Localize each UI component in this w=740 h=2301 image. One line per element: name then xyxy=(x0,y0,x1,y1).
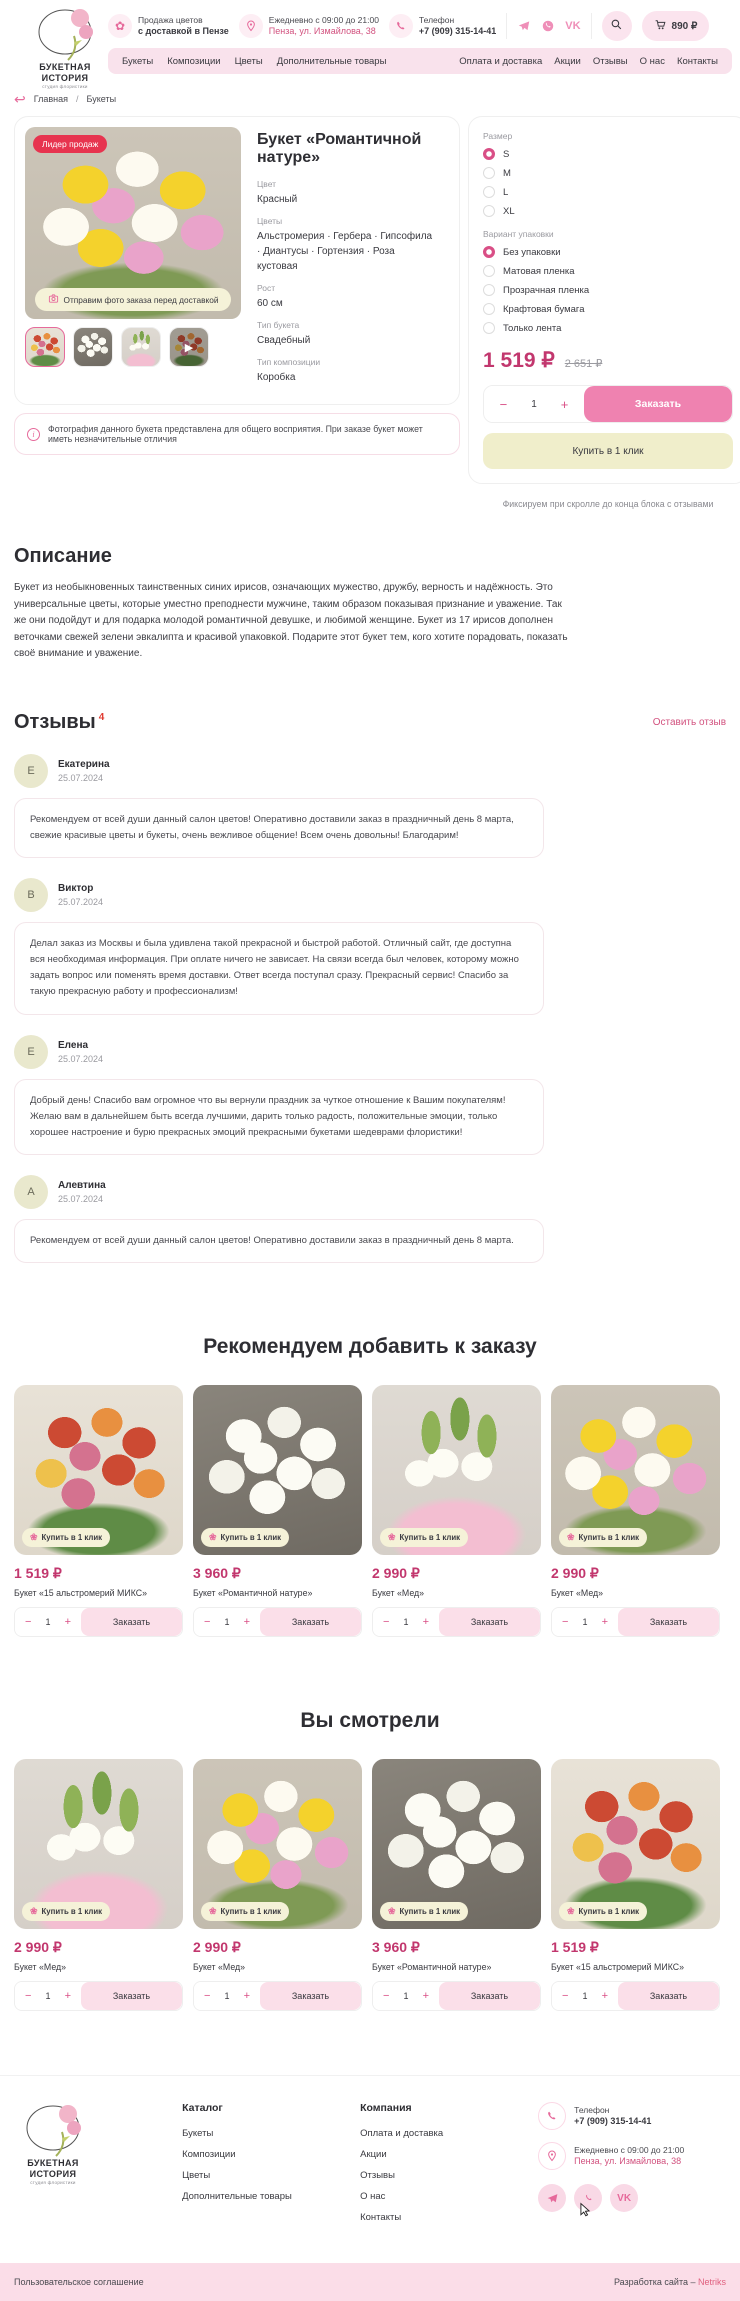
quantity-value: 1 xyxy=(403,1991,409,2002)
avatar: А xyxy=(14,1175,48,1209)
product-name[interactable]: Букет «Романтичной натуре» xyxy=(372,1962,492,1973)
product-price: 3 960 ₽ xyxy=(372,1939,420,1956)
logo-line2: ИСТОРИЯ xyxy=(41,72,89,83)
radio-icon xyxy=(483,303,495,315)
buy-one-click-button[interactable] xyxy=(380,1902,468,1921)
buy-one-click-button[interactable] xyxy=(201,1528,289,1547)
quantity-stepper xyxy=(194,1982,260,2010)
footer-catalog-column xyxy=(182,2102,360,2233)
quantity-value: 1 xyxy=(403,1617,409,1628)
product-price: 2 990 ₽ xyxy=(193,1939,241,1956)
review-item xyxy=(14,1035,726,1155)
quantity-plus-button[interactable]: + xyxy=(417,1616,435,1628)
quantity-minus-button[interactable]: − xyxy=(377,1616,395,1628)
review-text: Делал заказ из Москвы и была удивлена такой прекрасной и быстрой работой. Отличный сайт, где доступна вся необходимая информация. При оплате ничего не зависает. На связи всегда был человек, которому можно задать вопрос или поменять время доставки. Ответ всегда поступал сразу. Прекрасный сервис! Спасибо за такую прекрасную работу и профессионализм! xyxy=(14,922,544,1015)
product-main-image[interactable] xyxy=(25,127,241,319)
footer-link-flowers[interactable]: Цветы xyxy=(182,2170,211,2182)
purchase-panel xyxy=(468,116,740,484)
flower-icon: ❀ xyxy=(567,1532,575,1543)
order-button[interactable]: Заказать xyxy=(439,1982,540,2010)
product-image[interactable] xyxy=(14,1385,183,1555)
order-button[interactable]: Заказать xyxy=(260,1608,361,1636)
telegram-icon[interactable] xyxy=(538,2184,566,2212)
product-card xyxy=(14,1759,183,2011)
product-price: 1 519 ₽ xyxy=(483,349,555,372)
packaging-option-label: Без упаковки xyxy=(503,246,561,258)
nav-bouquets[interactable]: Букеты xyxy=(122,55,154,67)
divider xyxy=(506,13,507,39)
product-card xyxy=(193,1759,362,2011)
product-price: 2 990 ₽ xyxy=(14,1939,62,1956)
attribute-label: Рост xyxy=(257,283,276,293)
review-author: Елена xyxy=(58,1039,89,1051)
review-text: Рекомендуем от всей души данный салон цветов! Оперативно доставили заказ в праздничный день 8 марта. xyxy=(14,1219,544,1263)
recommend-title: Рекомендуем добавить к заказу xyxy=(203,1335,537,1359)
flower-icon: ❀ xyxy=(388,1906,396,1917)
product-image[interactable] xyxy=(551,1385,720,1555)
search-button[interactable] xyxy=(602,11,632,41)
reviews-section xyxy=(14,711,726,1263)
viewed-cards xyxy=(14,1759,726,2011)
vk-icon[interactable]: VK xyxy=(610,2184,638,2212)
buy-one-click-label: Купить в 1 клик xyxy=(220,1533,282,1543)
photo-disclaimer xyxy=(14,413,460,455)
review-date: 25.07.2024 xyxy=(58,1193,104,1204)
quantity-plus-button[interactable]: + xyxy=(554,397,576,412)
quantity-value: 1 xyxy=(45,1991,51,2002)
header-info-sales xyxy=(108,14,229,38)
nav-promotions[interactable]: Акции xyxy=(554,55,581,67)
recommend-cards xyxy=(14,1385,726,1637)
quantity-plus-button[interactable]: + xyxy=(238,1616,256,1628)
review-date: 25.07.2024 xyxy=(58,772,104,783)
logo-line1: БУКЕТНАЯ xyxy=(39,62,91,72)
packaging-option-label: Матовая пленка xyxy=(503,265,575,277)
attribute-label: Тип композиции xyxy=(257,357,321,367)
mouse-cursor xyxy=(578,2202,592,2221)
nav-payment-delivery[interactable]: Оплата и доставка xyxy=(459,55,543,67)
info-line: Продажа цветов xyxy=(138,15,203,26)
info-icon: i xyxy=(27,428,40,441)
logo-flower-art xyxy=(28,6,102,62)
review-text: Добрый день! Спасибо вам огромное что вы вернули праздник за чуткое отношение к Вашим покупателям! Желаю вам в дальнейшем быть всегда лучшими, дарить только радость, положительные эмоции, только хорошее настроение и бурю прекрасных эмоций прекрасными букетами шедеврами флористики! xyxy=(14,1079,544,1155)
size-option-label: L xyxy=(503,186,509,198)
breadcrumb-current: Букеты xyxy=(86,94,117,104)
product-name[interactable]: Букет «Романтичной натуре» xyxy=(193,1588,313,1599)
header xyxy=(0,0,740,89)
review-item xyxy=(14,878,726,1015)
footer-company-column xyxy=(360,2102,538,2233)
cart-button[interactable] xyxy=(642,11,710,41)
location-pin-icon xyxy=(538,2142,566,2170)
radio-icon xyxy=(483,205,495,217)
info-line: с доставкой в Пензе xyxy=(138,25,229,36)
radio-icon xyxy=(483,167,495,179)
nav-reviews[interactable]: Отзывы xyxy=(592,55,628,67)
buy-one-click-label: Купить в 1 клик xyxy=(399,1907,461,1917)
product-price: 2 990 ₽ xyxy=(551,1565,599,1582)
bestseller-badge: Лидер продаж xyxy=(33,135,107,153)
attribute-label: Цветы xyxy=(257,216,283,226)
quantity-stepper xyxy=(15,1982,81,2010)
product-card xyxy=(551,1759,720,2011)
quantity-value: 1 xyxy=(582,1991,588,2002)
packaging-option-matte[interactable] xyxy=(483,265,733,277)
product-image[interactable] xyxy=(193,1759,362,1929)
attribute-value: 60 см xyxy=(257,298,283,309)
quantity-plus-button[interactable]: + xyxy=(596,1616,614,1628)
size-option-label: XL xyxy=(503,205,515,217)
thumbnail-1[interactable] xyxy=(25,327,65,367)
quantity-minus-button[interactable]: − xyxy=(19,1616,37,1628)
footer-link-payment-delivery[interactable]: Оплата и доставка xyxy=(360,2128,444,2140)
quantity-stepper xyxy=(15,1608,81,1636)
footer-address-link[interactable]: Пенза, ул. Измайлова, 38 xyxy=(574,2155,682,2166)
review-author: Виктор xyxy=(58,882,94,894)
flower-icon: ✿ xyxy=(108,14,132,38)
quantity-stepper xyxy=(484,386,584,422)
buy-one-click-label: Купить в 1 клик xyxy=(41,1533,103,1543)
size-option-label: S xyxy=(503,148,510,160)
whatsapp-icon[interactable] xyxy=(541,19,555,33)
user-agreement-link[interactable]: Пользовательское соглашение xyxy=(14,2277,144,2288)
buy-one-click-label: Купить в 1 клик xyxy=(220,1907,282,1917)
quantity-value: 1 xyxy=(224,1991,230,2002)
header-info-address xyxy=(239,14,379,38)
product-name[interactable]: Букет «15 альстромерий МИКС» xyxy=(551,1962,684,1973)
nav-contacts[interactable]: Контакты xyxy=(676,55,718,67)
quantity-value: 1 xyxy=(582,1617,588,1628)
nav-extra-goods[interactable]: Дополнительные товары xyxy=(276,55,387,67)
footer-link-reviews[interactable]: Отзывы xyxy=(360,2170,395,2182)
attribute-value: Коробка xyxy=(257,372,296,383)
review-text: Рекомендуем от всей души данный салон цветов! Оперативно доставили заказ в праздничный день 8 марта, свежие красивые цветы и букеты, очень вежливое общение! Всем очень довольны! Благодарим! xyxy=(14,798,544,858)
product-price: 1 519 ₽ xyxy=(14,1565,62,1582)
phone-number[interactable]: +7 (909) 315-14-41 xyxy=(418,25,497,36)
reviews-count: 4 xyxy=(98,712,105,724)
buy-one-click-label: Купить в 1 клик xyxy=(399,1533,461,1543)
radio-icon xyxy=(483,322,495,334)
disclaimer-text: Фотография данного букета представлена для общего восприятия. При заказе букет может иметь незначительные отличия xyxy=(48,424,423,444)
order-button[interactable]: Заказать xyxy=(81,1982,182,2010)
buy-one-click-button[interactable]: Купить в 1 клик xyxy=(483,433,733,469)
leave-review-link[interactable]: Оставить отзыв xyxy=(652,716,726,728)
product-name[interactable]: Букет «Мед» xyxy=(551,1588,604,1599)
avatar: В xyxy=(14,878,48,912)
footer-link-promotions[interactable]: Акции xyxy=(360,2149,387,2161)
buy-one-click-label: Купить в 1 клик xyxy=(41,1907,103,1917)
product-title: Букет «Романтичной натуре» xyxy=(257,131,422,166)
avatar: Е xyxy=(14,754,48,788)
phone-icon xyxy=(538,2102,566,2130)
cart-total: 890 ₽ xyxy=(671,20,698,32)
footer-phone-number[interactable]: +7 (909) 315-14-41 xyxy=(574,2115,652,2126)
quantity-plus-button[interactable]: + xyxy=(417,1990,435,2002)
quantity-minus-button[interactable]: − xyxy=(19,1990,37,2002)
footer-link-compositions[interactable]: Композиции xyxy=(182,2149,236,2161)
attribute-flowers xyxy=(257,216,449,274)
product-price: 3 960 ₽ xyxy=(193,1565,241,1582)
quantity-minus-button[interactable]: − xyxy=(377,1990,395,2002)
photo-note-text: Отправим фото заказа перед доставкой xyxy=(63,294,219,305)
logo-subtitle: студия флористики xyxy=(30,2179,76,2185)
footer-company-title: Компания xyxy=(360,2102,412,2115)
footer-link-extra-goods[interactable]: Дополнительные товары xyxy=(182,2191,292,2203)
quantity-minus-button[interactable]: − xyxy=(198,1990,216,2002)
gallery-thumbnails xyxy=(25,327,241,367)
attribute-value: Красный xyxy=(257,194,298,205)
back-arrow-icon[interactable]: ↩ xyxy=(14,91,26,107)
logo-line1: БУКЕТНАЯ xyxy=(27,2158,79,2169)
camera-icon xyxy=(48,293,59,306)
quantity-plus-button[interactable]: + xyxy=(238,1990,256,2002)
breadcrumb-separator: / xyxy=(76,94,79,104)
quantity-value: 1 xyxy=(531,398,537,410)
footer-phone-label: Телефон xyxy=(574,2105,610,2116)
attribute-height xyxy=(257,283,449,311)
nav-compositions[interactable]: Композиции xyxy=(167,55,221,67)
quantity-minus-button[interactable]: − xyxy=(198,1616,216,1628)
size-option-label: M xyxy=(503,167,511,179)
packaging-label: Вариант упаковки xyxy=(483,229,554,239)
order-button[interactable]: Заказать xyxy=(439,1608,540,1636)
quantity-stepper xyxy=(373,1608,439,1636)
attribute-label: Цвет xyxy=(257,179,277,189)
product-image[interactable] xyxy=(193,1385,362,1555)
buy-one-click-button[interactable] xyxy=(559,1528,647,1547)
product-card xyxy=(14,1385,183,1637)
packaging-option-label: Прозрачная пленка xyxy=(503,284,590,296)
avatar: Е xyxy=(14,1035,48,1069)
buy-one-click-button[interactable] xyxy=(559,1902,647,1921)
divider xyxy=(591,13,592,39)
phone-icon xyxy=(389,14,413,38)
buy-one-click-button[interactable] xyxy=(380,1528,468,1547)
packaging-option-label: Крафтовая бумага xyxy=(503,303,585,315)
packaging-options xyxy=(483,229,733,334)
product-image[interactable] xyxy=(372,1385,541,1555)
size-option-m[interactable] xyxy=(483,167,733,179)
viewed-title: Вы смотрели xyxy=(300,1709,440,1733)
review-date: 25.07.2024 xyxy=(58,896,104,907)
radio-icon xyxy=(483,284,495,296)
review-author: Алевтина xyxy=(58,1179,106,1191)
flower-icon: ❀ xyxy=(388,1532,396,1543)
review-item xyxy=(14,1175,726,1263)
product-name[interactable]: Букет «Мед» xyxy=(14,1962,67,1973)
order-button[interactable]: Заказать xyxy=(260,1982,361,2010)
flower-icon: ❀ xyxy=(209,1532,217,1543)
quantity-minus-button[interactable]: − xyxy=(556,1990,574,2002)
size-option-l[interactable] xyxy=(483,186,733,198)
packaging-option-transparent[interactable] xyxy=(483,284,733,296)
size-option-xl[interactable] xyxy=(483,205,733,217)
flower-icon: ❀ xyxy=(567,1906,575,1917)
product-image[interactable] xyxy=(14,1759,183,1929)
size-label: Размер xyxy=(483,131,513,141)
breadcrumb xyxy=(14,92,726,106)
radio-icon xyxy=(483,265,495,277)
product-name[interactable]: Букет «Мед» xyxy=(193,1962,246,1973)
play-icon: ▶ xyxy=(184,341,194,354)
bottom-bar xyxy=(0,2263,740,2301)
buy-one-click-label: Купить в 1 клик xyxy=(578,1907,640,1917)
quantity-stepper xyxy=(552,1608,618,1636)
footer-link-contacts[interactable]: Контакты xyxy=(360,2212,402,2224)
phone-label: Телефон xyxy=(418,15,455,26)
buy-one-click-button[interactable] xyxy=(201,1902,289,1921)
quantity-plus-button[interactable]: + xyxy=(596,1990,614,2002)
description-section xyxy=(14,545,726,663)
flower-icon: ❀ xyxy=(209,1906,217,1917)
quantity-stepper xyxy=(194,1608,260,1636)
buy-one-click-button[interactable] xyxy=(22,1528,110,1547)
thumbnail-3[interactable] xyxy=(121,327,161,367)
radio-icon xyxy=(483,186,495,198)
photo-before-delivery-note xyxy=(35,288,231,311)
quantity-plus-button[interactable]: + xyxy=(59,1616,77,1628)
buy-one-click-label: Купить в 1 клик xyxy=(578,1533,640,1543)
product-image[interactable] xyxy=(372,1759,541,1929)
quantity-value: 1 xyxy=(224,1617,230,1628)
cart-icon xyxy=(654,18,667,34)
footer xyxy=(0,2075,740,2263)
radio-selected-icon xyxy=(483,148,495,160)
product-card xyxy=(551,1385,720,1637)
logo-line2: ИСТОРИЯ xyxy=(29,2168,77,2179)
product-image[interactable] xyxy=(551,1759,720,1929)
product-name[interactable]: Букет «15 альстромерий МИКС» xyxy=(14,1588,147,1599)
attribute-color xyxy=(257,179,449,207)
size-options xyxy=(483,131,733,217)
review-item xyxy=(14,754,726,858)
sticky-scroll-note: Фиксируем при скролле до конца блока с отзывами xyxy=(502,499,714,509)
attribute-composition-type xyxy=(257,357,449,385)
footer-link-bouquets[interactable]: Букеты xyxy=(182,2128,214,2140)
quantity-stepper xyxy=(552,1982,618,2010)
developer-link[interactable]: Netriks xyxy=(697,2277,726,2288)
description-text: Букет из необыкновенных таинственных синих ирисов, означающих мужество, дружбу, верность и надёжность. Это универсальные цветы, которые уместно преподнести мужчине, таким образом показывая признание и уважение. Так же они подойдут и для подарка молодой романтичной девушке, и любимой женщине. Букет из 17 ирисов дополнен веточками свежей зелени эвкалипта и красивой упаковкой. Подарите этот букет тем, кого хотите порадовать, показать своё внимание и уважение. xyxy=(14,582,568,660)
quantity-minus-button[interactable]: − xyxy=(492,397,514,412)
attribute-value: Свадебный xyxy=(257,335,311,346)
logo[interactable] xyxy=(26,6,104,89)
attribute-value: Альстромерия · Гербера · Гипсофила · Диантусы · Гортензия · Роза кустовая xyxy=(257,231,433,272)
footer-schedule: Ежедневно с 09:00 до 21:00 xyxy=(574,2145,685,2156)
product-card-main xyxy=(14,116,460,405)
header-info-phone xyxy=(389,14,496,38)
packaging-option-ribbon[interactable] xyxy=(483,322,733,334)
order-button[interactable]: Заказать xyxy=(618,1982,719,2010)
footer-link-about[interactable]: О нас xyxy=(360,2191,386,2203)
radio-selected-icon xyxy=(483,246,495,258)
footer-contacts xyxy=(538,2102,726,2233)
quantity-value: 1 xyxy=(45,1617,51,1628)
schedule-text: Ежедневно с 09:00 до 21:00 xyxy=(268,15,379,26)
review-date: 25.07.2024 xyxy=(58,1053,104,1064)
breadcrumb-home[interactable]: Главная xyxy=(33,94,68,104)
nav-flowers[interactable]: Цветы xyxy=(234,55,263,67)
flower-icon: ❀ xyxy=(30,1532,38,1543)
order-button[interactable]: Заказать xyxy=(618,1608,719,1636)
location-pin-icon xyxy=(239,14,263,38)
quantity-minus-button[interactable]: − xyxy=(556,1616,574,1628)
product-price: 1 519 ₽ xyxy=(551,1939,599,1956)
product-name[interactable]: Букет «Мед» xyxy=(372,1588,425,1599)
order-button[interactable]: Заказать xyxy=(584,386,732,422)
product-price: 2 990 ₽ xyxy=(372,1565,420,1582)
order-button[interactable]: Заказать xyxy=(81,1608,182,1636)
flower-icon: ❀ xyxy=(30,1906,38,1917)
telegram-icon[interactable] xyxy=(517,19,531,33)
product-card xyxy=(372,1759,541,2011)
nav-about[interactable]: О нас xyxy=(639,55,665,67)
logo-flower-art xyxy=(16,2102,90,2158)
size-option-s[interactable] xyxy=(483,148,733,160)
packaging-option-kraft[interactable] xyxy=(483,303,733,315)
product-card xyxy=(372,1385,541,1637)
product-old-price: 2 651 ₽ xyxy=(564,358,603,370)
thumbnail-video[interactable] xyxy=(169,327,209,367)
thumbnail-2[interactable] xyxy=(73,327,113,367)
packaging-option-none[interactable] xyxy=(483,246,733,258)
description-title: Описание xyxy=(14,545,112,568)
buy-one-click-button[interactable] xyxy=(22,1902,110,1921)
main-nav xyxy=(108,48,732,74)
quantity-stepper xyxy=(373,1982,439,2010)
logo-subtitle: студия флористики xyxy=(42,83,88,89)
attribute-bouquet-type xyxy=(257,320,449,348)
developer-credit: Разработка сайта – Netriks xyxy=(613,2277,726,2288)
vk-icon[interactable]: VK xyxy=(565,20,581,32)
address-link[interactable]: Пенза, ул. Измайлова, 38 xyxy=(268,25,376,36)
footer-catalog-title: Каталог xyxy=(182,2102,223,2115)
review-author: Екатерина xyxy=(58,758,110,770)
quantity-plus-button[interactable]: + xyxy=(59,1990,77,2002)
search-icon xyxy=(610,18,623,34)
footer-logo[interactable] xyxy=(14,2102,182,2233)
product-card xyxy=(193,1385,362,1637)
packaging-option-label: Только лента xyxy=(503,322,562,334)
attribute-label: Тип букета xyxy=(257,320,300,330)
reviews-title: Отзывы $^4$ xyxy=(14,710,105,733)
